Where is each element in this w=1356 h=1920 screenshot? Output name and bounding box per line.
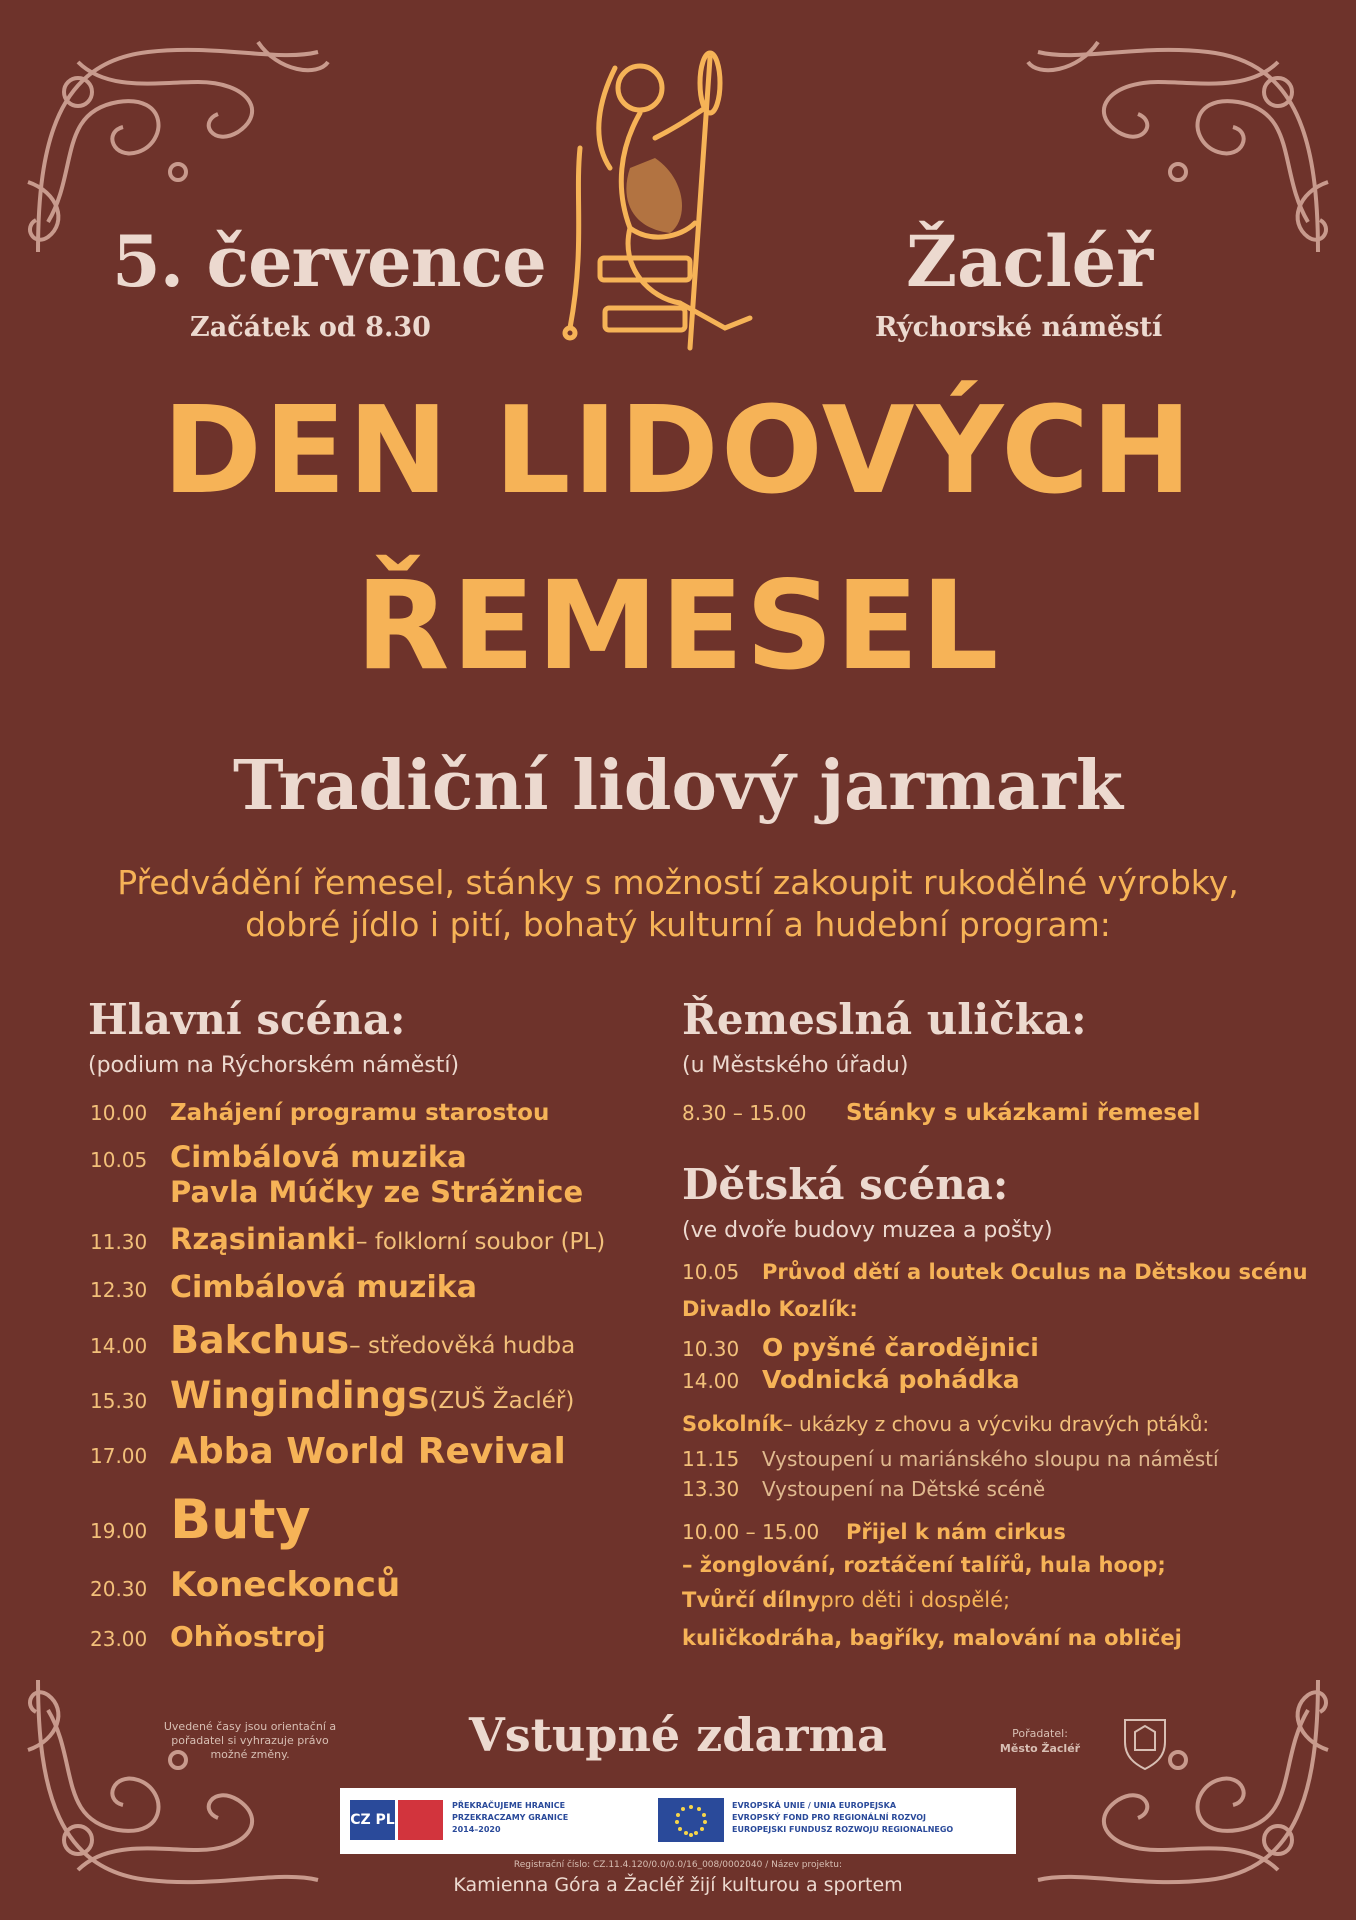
schedule-act: Wingindings xyxy=(170,1374,430,1417)
schedule-act: Rząsinianki xyxy=(170,1222,357,1256)
program-text xyxy=(452,1800,568,1836)
spinning-woman-illustration-icon xyxy=(560,28,790,368)
theatre-row xyxy=(682,1333,1039,1362)
schedule-act: Přijel k nám cirkus xyxy=(846,1520,1066,1544)
organizer-label: Pořadatel: xyxy=(1012,1727,1068,1740)
crafts-lane-subtitle: (u Městského úřadu) xyxy=(682,1053,909,1078)
circus-row xyxy=(682,1520,1066,1544)
schedule-time: 17.00 xyxy=(90,1444,148,1468)
schedule-row xyxy=(90,1620,326,1653)
schedule-act: Ohňostroj xyxy=(170,1620,326,1653)
theatre-title: Divadlo Kozlík: xyxy=(682,1297,858,1321)
schedule-row xyxy=(90,1374,574,1417)
schedule-row xyxy=(90,1100,549,1126)
program-line: PŘEKRAČUJEME HRANICE xyxy=(452,1801,566,1810)
program-line: PRZEKRACZAMY GRANICE xyxy=(452,1813,569,1822)
schedule-act: Koneckonců xyxy=(170,1565,401,1605)
schedule-time: 19.00 xyxy=(90,1519,148,1543)
schedule-time: 20.30 xyxy=(90,1577,148,1601)
eu-line: EVROPSKÝ FOND PRO REGIONÁLNÍ ROZVOJ xyxy=(732,1813,927,1822)
schedule-time: 11.30 xyxy=(90,1230,148,1254)
ornament-corner-bottom-right-icon xyxy=(1008,1660,1338,1910)
schedule-note: (ZUŠ Žacléř) xyxy=(429,1388,575,1414)
intro-line-1: Předvádění řemesel, stánky s možností zakoupit rukodělné výrobky, xyxy=(117,863,1239,902)
event-square: Rýchorské náměstí xyxy=(875,312,1163,343)
main-stage-subtitle: (podium na Rýchorském náměstí) xyxy=(88,1053,460,1078)
schedule-act: Cimbálová muzika xyxy=(170,1270,477,1305)
falconer-header xyxy=(682,1412,1209,1436)
project-name: Kamienna Góra a Žacléř žijí kulturou a sportem xyxy=(453,1874,903,1896)
schedule-act: Abba World Revival xyxy=(170,1431,566,1472)
funding-logos-banner xyxy=(340,1788,1016,1854)
workshops-title: Tvůrčí dílny xyxy=(682,1588,821,1612)
schedule-time: 12.30 xyxy=(90,1278,148,1302)
main-stage-title: Hlavní scéna: xyxy=(88,995,406,1044)
subtitle: Tradiční lidový jarmark xyxy=(233,746,1123,826)
schedule-row xyxy=(90,1222,605,1256)
schedule-act: Buty xyxy=(170,1488,311,1551)
schedule-act: Vystoupení na Dětské scéně xyxy=(762,1477,1046,1501)
falconer-row xyxy=(682,1447,1219,1471)
main-title-line-2: ŘEMESEL xyxy=(355,555,1001,697)
schedule-act: Bakchus xyxy=(170,1318,350,1362)
schedule-row-continuation xyxy=(170,1175,583,1209)
schedule-note: – folklorní soubor (PL) xyxy=(356,1229,606,1255)
schedule-time: 8.30 – 15.00 xyxy=(682,1101,807,1125)
schedule-row xyxy=(90,1431,566,1472)
workshops-desc: pro děti i dospělé; xyxy=(820,1588,1011,1612)
schedule-note: – středověká hudba xyxy=(349,1333,576,1359)
schedule-act-continuation: Pavla Múčky ze Strážnice xyxy=(170,1175,584,1209)
eu-line: EUROPEJSKI FUNDUSZ ROZWOJU REGIONALNEGO xyxy=(732,1825,954,1834)
start-time: Začátek od 8.30 xyxy=(190,312,431,343)
schedule-act: Cimbálová muzika xyxy=(170,1140,467,1174)
eu-text xyxy=(732,1800,953,1836)
organizer-block xyxy=(985,1726,1095,1756)
eu-flag-icon xyxy=(658,1798,724,1842)
kids-stage-subtitle: (ve dvoře budovy muzea a pošty) xyxy=(682,1218,1053,1243)
schedule-act: Zahájení programu starostou xyxy=(170,1100,550,1126)
schedule-row xyxy=(90,1140,467,1174)
schedule-time: 23.00 xyxy=(90,1627,148,1651)
disclaimer: Uvedené časy jsou orientační a pořadatel si vyhrazuje právo možné změny. xyxy=(163,1720,337,1761)
kids-stage-title: Dětská scéna: xyxy=(682,1160,1009,1209)
schedule-time: 14.00 xyxy=(682,1369,740,1393)
organizer-name: Město Žacléř xyxy=(999,1742,1081,1755)
crafts-lane-title: Řemeslná ulička: xyxy=(682,995,1087,1044)
falconer-row xyxy=(682,1477,1045,1501)
schedule-time: 14.00 xyxy=(90,1334,148,1358)
schedule-act: O pyšné čarodějnici xyxy=(762,1333,1039,1362)
czpl-logo-text: CZ PL xyxy=(350,1812,395,1828)
intro-line-2: dobré jídlo i pití, bohatý kulturní a hudební program: xyxy=(245,905,1111,944)
schedule-act: Vodnická pohádka xyxy=(762,1365,1020,1394)
schedule-time: 10.30 xyxy=(682,1337,740,1361)
main-title-line-1: DEN LIDOVÝCH xyxy=(162,382,1194,521)
czpl-logo-red-icon xyxy=(398,1800,443,1840)
workshops-row xyxy=(682,1588,1010,1612)
schedule-row xyxy=(90,1565,400,1605)
program-line: 2014–2020 xyxy=(452,1825,501,1834)
schedule-time: 10.00 – 15.00 xyxy=(682,1520,820,1544)
schedule-time: 10.05 xyxy=(682,1260,740,1284)
falconer-title: Sokolník xyxy=(682,1412,783,1436)
schedule-time: 10.05 xyxy=(90,1148,148,1172)
schedule-time: 13.30 xyxy=(682,1477,740,1501)
registration-number: Registrační číslo: CZ.11.4.120/0.0/0.0/16_008/0002040 / Název projektu: xyxy=(513,1860,843,1870)
town-crest-icon xyxy=(1120,1712,1170,1772)
intro-text xyxy=(0,862,1356,946)
schedule-time: 10.00 xyxy=(90,1101,148,1125)
theatre-row xyxy=(682,1365,1020,1394)
falconer-desc: – ukázky z chovu a výcviku dravých ptáků: xyxy=(782,1412,1210,1436)
schedule-row xyxy=(90,1488,311,1551)
kids-procession-row xyxy=(682,1260,1308,1284)
schedule-row xyxy=(90,1318,575,1362)
schedule-row xyxy=(90,1270,477,1305)
event-date: 5. července xyxy=(112,220,546,303)
ornament-corner-bottom-left-icon xyxy=(18,1660,348,1910)
free-entry: Vstupné zdarma xyxy=(469,1708,887,1762)
schedule-act: Stánky s ukázkami řemesel xyxy=(846,1100,1201,1126)
schedule-act: Průvod dětí a loutek Oculus na Dětskou scénu xyxy=(762,1260,1308,1284)
schedule-act: Vystoupení u mariánského sloupu na náměstí xyxy=(762,1447,1219,1471)
czpl-logo-icon xyxy=(350,1800,395,1840)
schedule-time: 11.15 xyxy=(682,1447,740,1471)
workshops-list: kuličkodráha, bagříky, malování na obličej xyxy=(682,1626,1182,1650)
crafts-lane-row xyxy=(682,1100,1200,1126)
event-town: Žacléř xyxy=(906,220,1154,303)
eu-line: EVROPSKÁ UNIE / UNIA EUROPEJSKA xyxy=(732,1801,897,1810)
schedule-time: 15.30 xyxy=(90,1389,148,1413)
circus-desc: – žonglování, roztáčení talířů, hula hoop; xyxy=(682,1553,1166,1577)
